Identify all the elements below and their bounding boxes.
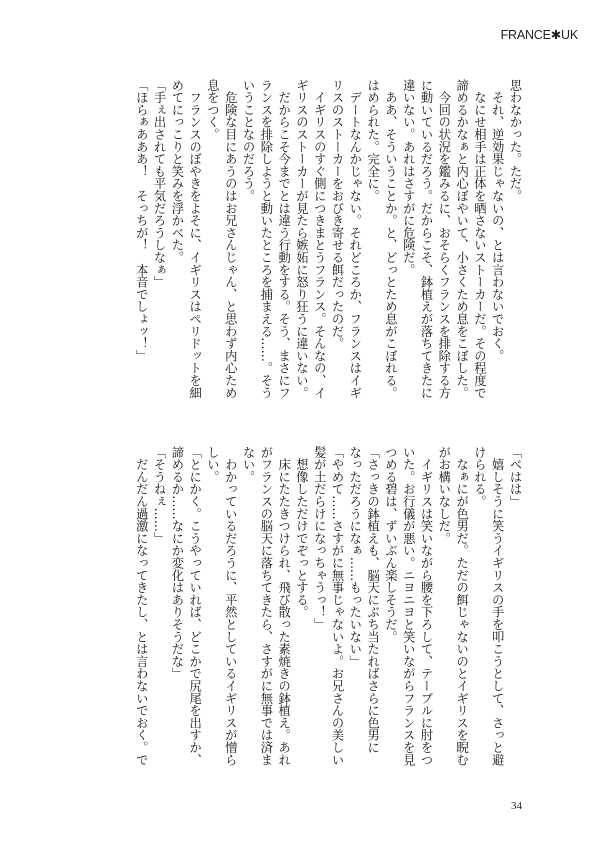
text-column: 「べはは」	[508, 446, 522, 508]
text-column: ギリスのストーカーが見たら嫉妬に怒り狂うに違いない。	[294, 79, 309, 399]
text-column: 「とにかく。こうやっていれば、どこかで尻尾を出すか、	[187, 446, 202, 766]
text-column: だんだん過激になってきたし、とは言わないでおく。で	[134, 446, 149, 766]
text-column: 「さっきの鉢植えも、脳天にぶち当たればさらに色男に	[365, 446, 380, 754]
text-column: 「やめて……さすがに無事じゃないよ。お兄さんの美しい	[330, 446, 345, 766]
text-column: ランスを排除しようと動いたところを捕まえる……。そう	[258, 79, 273, 399]
text-block-upper	[131, 79, 523, 409]
text-column: ああ、そういうことか。と、どっとため息がこぼれる。	[383, 79, 398, 399]
text-column: だからこそ今までとは違う行動をする。そう、まさにフ	[276, 79, 291, 399]
text-column: 髪が土だらけになっちゃうっ！」	[312, 446, 327, 631]
text-column: 嬉しそうに笑うイギリスの手を叩こうとして、さっと避	[490, 446, 505, 766]
text-column: に動いているだろう。だからこそ、鉢植えが落ちてきたに	[419, 79, 434, 399]
text-column: 危険な目にあうのはお兄さんじゃん、と思わず内心ため	[223, 79, 238, 399]
text-column: フランスのぼやきをよそに、イギリスはペリドットを細	[187, 79, 202, 399]
text-column: 床にたたきつけられ、飛び散った素焼きの鉢植え。あれ	[276, 446, 291, 766]
text-column: がお構いなしだ。	[436, 446, 451, 545]
text-column: けられる。	[472, 446, 487, 508]
text-column: ない。	[241, 446, 256, 483]
text-column: いた。お行儀が悪い。ニヨニヨと笑いながらフランスを見	[401, 446, 416, 766]
text-column: しい。	[205, 446, 220, 483]
running-header: FRANCE✱UK	[500, 28, 578, 42]
text-column: 「手ぇ出されても平気だろうしなぁ」	[152, 79, 167, 289]
text-column: 諦めるか……なにか変化はありそうだな」	[169, 446, 184, 680]
text-column: 違いない。あれはさすがに危険だ。	[401, 79, 416, 276]
text-column: イギリスは笑いながら腰を下ろして、テーブルに肘をつ	[419, 446, 434, 766]
page-number: 34	[511, 800, 522, 812]
text-column: リスのストーカーをおびき寄せる餌だったのだ。	[330, 79, 345, 350]
text-column: 今回の状況を鑑みるに、おそらくフランスを排除する方	[436, 79, 451, 399]
text-column: めてにっこりと笑みを浮かべた。	[169, 79, 184, 264]
text-column: なにせ相手は正体を晒さないストーカーだ。その程度で	[472, 79, 487, 399]
text-column: がフランスの脳天に落ちてきたら、さすがに無事では済ま	[258, 446, 273, 766]
text-column: 諦めるかなぁと内心ぼやいて、小さくため息をこぼした。	[454, 79, 469, 399]
text-column: はめられた。完全に。	[365, 79, 380, 202]
text-column: 「そうねぇ……」	[152, 446, 167, 545]
text-block-lower	[131, 446, 523, 776]
text-column: イギリスのすぐ側につきまとうフランス。そんなの、イ	[312, 79, 327, 399]
text-column: 息をつく。	[205, 79, 220, 141]
text-column: 思わなかった。ただ。	[508, 79, 522, 202]
text-column: つめる碧は、ずいぶん楽しそうだ。	[383, 446, 398, 643]
text-column: それ、逆効果じゃないの、とは言わないでおく。	[490, 79, 505, 362]
text-column: わかっているだろうに、平然としているイギリスが憎ら	[223, 446, 238, 766]
text-column: いうことなのだろう。	[241, 79, 256, 202]
text-column: なっただろうになぁ……もったいない」	[347, 446, 362, 668]
text-column: デートなんかじゃない。それどころか、フランスはイギ	[347, 79, 362, 399]
text-column: 「ほらぁあああ！ そっちが！ 本音でしょッ！」	[134, 79, 149, 362]
text-column: 想像しただけでぞっとする。	[294, 446, 309, 619]
text-column: なぁにが色男だ。ただの餌じゃないのとイギリスを睨む	[454, 446, 469, 766]
